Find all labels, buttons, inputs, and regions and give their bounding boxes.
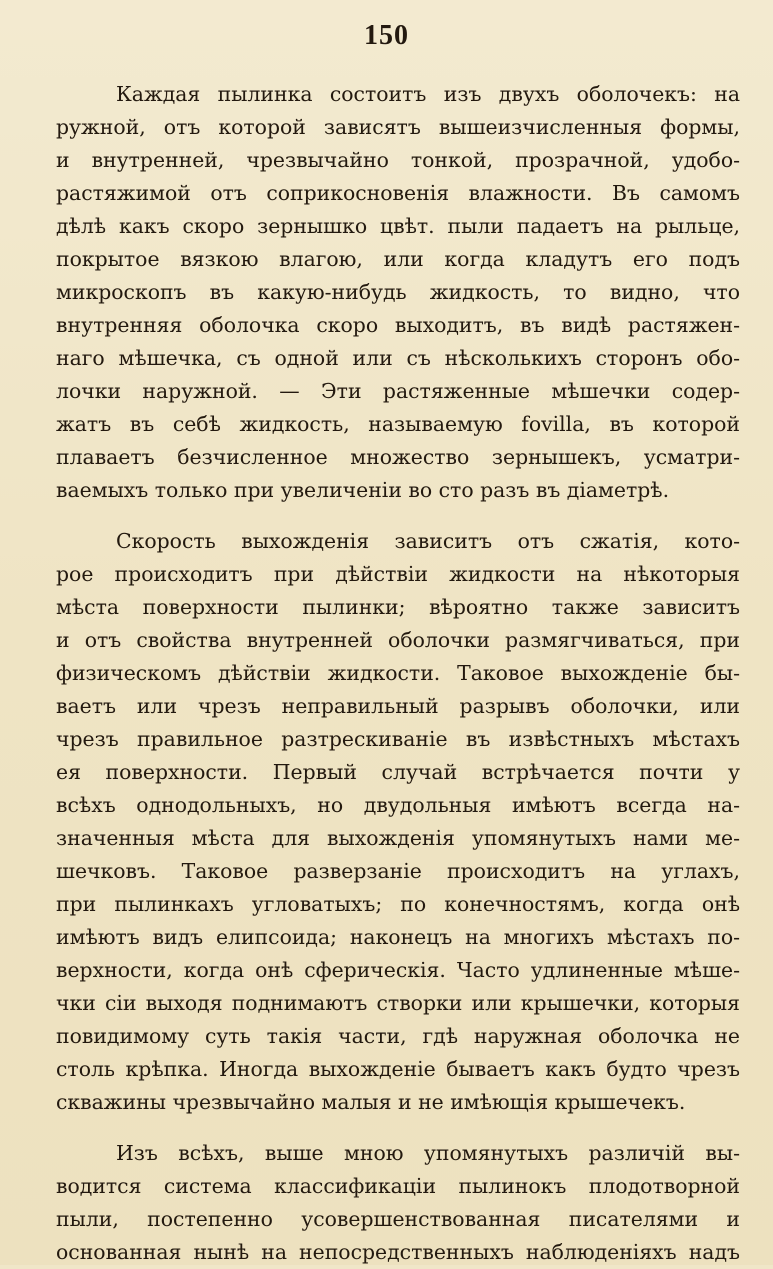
paragraph — [56, 1137, 740, 1269]
body-text — [56, 78, 740, 1269]
paragraph — [56, 525, 740, 1119]
paragraph — [56, 78, 740, 507]
text-line: верхности, когда онѣ сферическія. Часто удлиненные мѣше- — [56, 958, 740, 982]
text-line: повидимому суть такія части, гдѣ наружная оболочка не — [56, 1024, 740, 1048]
text-line: Скорость выхожденія зависитъ отъ сжатія, кото- — [116, 529, 740, 553]
text-line: чрезъ правильное разтрескиваніе въ извѣстныхъ мѣстахъ — [56, 727, 740, 751]
text-line: столь крѣпка. Иногда выхожденіе бываетъ какъ будто чрезъ — [56, 1057, 740, 1081]
text-line: водится система классификаціи пылинокъ плодотворной — [56, 1174, 740, 1198]
text-line: растяжимой отъ соприкосновенія влажности. Въ самомъ — [56, 181, 740, 205]
text-line: дѣлѣ какъ скоро зернышко цвѣт. пыли падаетъ на рыльце, — [56, 214, 740, 238]
text-line: физическомъ дѣйствіи жидкости. Таковое выхожденіе бы- — [56, 661, 740, 685]
text-line: ваетъ или чрезъ неправильный разрывъ оболочки, или — [56, 694, 740, 718]
text-line: Каждая пылинка состоитъ изъ двухъ оболочекъ: на — [116, 82, 740, 106]
text-line: ваемыхъ только при увеличеніи во сто разъ въ діаметрѣ. — [56, 478, 670, 502]
text-line: шечковъ. Таковое разверзаніе происходитъ на углахъ, — [56, 859, 740, 883]
text-line: пыли, постепенно усовершенствованная писателями и — [56, 1207, 740, 1231]
text-line: и внутренней, чрезвычайно тонкой, прозрачной, удобо- — [56, 148, 740, 172]
text-line: ея поверхности. Первый случай встрѣчается почти у — [56, 760, 740, 784]
text-line: ружной, отъ которой зависятъ вышеизчисленныя формы, — [56, 115, 740, 139]
text-line: основанная нынѣ на непосредственныхъ наблюденіяхъ надъ — [56, 1240, 740, 1264]
text-line: лочки наружной. — Эти растяженные мѣшечки содер- — [56, 379, 740, 403]
page-number: 150 — [364, 20, 409, 51]
text-line: скважины чрезвычайно малыя и не имѣющія крышечекъ. — [56, 1090, 686, 1114]
text-line: мѣста поверхности пылинки; вѣроятно также зависитъ — [56, 595, 740, 619]
text-line: микроскопъ въ какую-нибудь жидкость, то видно, что — [56, 280, 740, 304]
text-line: всѣхъ однодольныхъ, но двудольныя имѣютъ всегда на- — [56, 793, 740, 817]
text-line: и отъ свойства внутренней оболочки размягчиваться, при — [56, 628, 740, 652]
text-line: плаваетъ безчисленное множество зернышекъ, усматри- — [56, 445, 740, 469]
text-line: имѣютъ видъ елипсоида; наконецъ на многихъ мѣстахъ по- — [56, 925, 740, 949]
text-line: значенныя мѣста для выхожденія упомянутыхъ нами ме- — [56, 826, 740, 850]
text-line: покрытое вязкою влагою, или когда кладутъ его подъ — [56, 247, 740, 271]
text-line: внутренняя оболочка скоро выходитъ, въ видѣ растяжен- — [56, 313, 740, 337]
text-line: рое происходитъ при дѣйствіи жидкости на нѣкоторыя — [56, 562, 740, 586]
text-line: чки сіи выходя поднимаютъ створки или крышечки, которыя — [56, 991, 740, 1015]
text-line: Изъ всѣхъ, выше мною упомянутыхъ различій вы- — [116, 1141, 740, 1165]
text-line: жатъ въ себѣ жидкость, называемую fovilla, въ которой — [56, 412, 740, 436]
text-line: при пылинкахъ угловатыхъ; по конечностямъ, когда онѣ — [56, 892, 740, 916]
text-line: наго мѣшечка, съ одной или съ нѣсколькихъ сторонъ обо- — [56, 346, 740, 370]
